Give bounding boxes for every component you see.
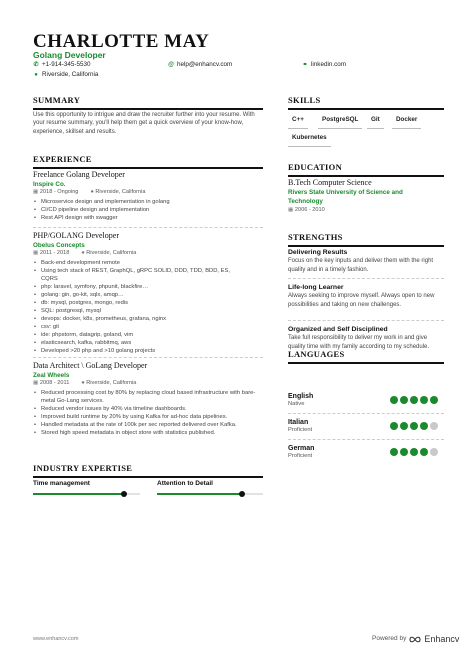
strength-text: Always seeking to improve myself. Always open to new possibilities and taking on new challenges. — [288, 293, 435, 308]
job-entry — [33, 170, 263, 223]
divider — [288, 439, 444, 440]
industry-expertise-heading: INDUSTRY EXPERTISE — [33, 463, 263, 478]
calendar-icon: ▦ — [33, 250, 39, 257]
calendar-icon: ▦ — [33, 380, 39, 387]
list-item: • Reduced vendor issues by 40% via timeline dashboards. — [33, 406, 263, 414]
language-entry — [288, 444, 314, 461]
skills-heading: SKILLS — [288, 95, 444, 110]
list-item: • Microservice design and implementation in golang — [33, 199, 263, 207]
divider — [33, 357, 263, 358]
strength-title: Organized and Self Disciplined — [288, 326, 388, 333]
job-location: Riverside, California — [86, 380, 137, 387]
list-item: • Back-end development remote — [33, 260, 233, 268]
rating-dot — [420, 396, 428, 404]
strength-text: Focus on the key inputs and deliver them with the right quality and in a timely fashion. — [288, 258, 434, 273]
experience-heading: EXPERIENCE — [33, 154, 263, 169]
list-item: • Improved build runtime by 20% by using Kafka for ad-hoc data pipelines. — [33, 414, 263, 422]
rating-dot — [410, 422, 418, 430]
job-bullets — [33, 390, 263, 438]
footer-powered-label: Powered by — [372, 634, 407, 642]
list-item: • CI/CD pipeline design and implementation — [33, 207, 263, 215]
list-item: • php: laravel, symfony, phpunit, blackfire… — [33, 284, 233, 292]
list-item: • csv: git — [33, 324, 233, 332]
job-role: Data Architect \ GoLang Developer — [33, 361, 148, 370]
candidate-headline: Golang Developer — [33, 50, 106, 60]
rating-dot — [410, 448, 418, 456]
skill-chip: Git — [367, 113, 384, 129]
contact-email[interactable]: @ help@enhancv.com — [168, 61, 233, 69]
language-level: Native — [288, 401, 305, 408]
strength-entry — [288, 325, 444, 351]
list-item: • golang: gin, go-kit, sqlx, amqp… — [33, 292, 233, 300]
strength-entry — [288, 283, 444, 309]
contact-phone: ✆ +1-914-345-5530 — [33, 61, 91, 69]
footer-branding — [372, 633, 459, 645]
contact-linkedin[interactable]: ⚭ linkedin.com — [302, 61, 346, 69]
language-level: Proficient — [288, 453, 313, 460]
footer-brand: Enhancv — [424, 634, 460, 644]
candidate-name: CHARLOTTE MAY — [33, 31, 210, 52]
expertise-label: Time management — [33, 480, 90, 487]
location-pin-icon: ● — [90, 189, 94, 196]
job-bullets — [33, 199, 263, 223]
expertise-bar-knob — [239, 491, 245, 497]
education-heading: EDUCATION — [288, 162, 444, 177]
job-dates: 2018 - Ongoing — [39, 189, 79, 196]
expertise-bar-fill — [33, 493, 124, 495]
list-item: • Handled metadata at the rate of 100k per sec reported delivered over Kafka. — [33, 422, 263, 430]
summary-text: Use this opportunity to intrigue and draw the recruiter further into your resume. With your resume summary, you'll help them get a quick overview of your know-how, experience, skillset and results. — [33, 112, 255, 135]
rating-dot — [390, 422, 398, 430]
rating-dot — [400, 422, 408, 430]
list-item: • SQL: postgresql, mysql — [33, 308, 233, 316]
job-dates: 2008 - 2011 — [39, 380, 70, 387]
languages-heading: LANGUAGES — [288, 349, 444, 364]
job-company: Obelus Concepts — [33, 241, 85, 249]
list-item: • Stored high speed metadata in object store with statistics published. — [33, 430, 263, 438]
rating-dot — [390, 396, 398, 404]
divider — [288, 413, 444, 414]
strength-text: Take full responsibility to deliver my work in and give quality time with my family according to my schedule. — [288, 335, 430, 350]
language-rating — [390, 396, 438, 404]
job-company: Zeal Wheels — [33, 371, 70, 379]
rating-dot — [400, 448, 408, 456]
footer-website[interactable]: www.enhancv.com — [33, 636, 79, 642]
divider — [33, 227, 263, 228]
phone-icon: ✆ — [33, 62, 39, 69]
calendar-icon: ▦ — [288, 207, 294, 213]
job-role: PHP/GOLANG Developer — [33, 231, 119, 240]
job-role: Freelance Golang Developer — [33, 170, 125, 179]
language-entry — [288, 392, 313, 409]
skill-chip: PostgreSQL — [318, 113, 362, 129]
rating-dot — [410, 396, 418, 404]
divider — [288, 320, 444, 321]
skill-chip: Docker — [392, 113, 421, 129]
strength-title: Life-long Learner — [288, 284, 344, 291]
strength-entry — [288, 248, 444, 274]
rating-dot — [420, 448, 428, 456]
language-rating — [390, 422, 438, 430]
job-entry — [33, 361, 263, 438]
list-item: • Using tech stack of REST, GraphQL, gRPC SOLID, DDD, TDD, BDD, ES, CQRS — [33, 268, 233, 284]
language-name: English — [288, 393, 314, 400]
education-degree: B.Tech Computer Science — [288, 178, 372, 187]
rating-dot — [430, 396, 438, 404]
list-item: • elasticsearch, kafka, rabbitmq, aws — [33, 340, 233, 348]
list-item: • devops: docker, k8s, prometheus, grafana, nginx — [33, 316, 233, 324]
expertise-bar-knob — [121, 491, 127, 497]
summary-heading: SUMMARY — [33, 95, 263, 110]
education-school: Rivers State University of Science and Technology — [288, 189, 403, 205]
job-location: Riverside, California — [95, 189, 146, 196]
language-name: German — [288, 445, 315, 452]
job-company: Inspire Co. — [33, 180, 66, 188]
contact-location: ● Riverside, California — [34, 71, 99, 79]
divider — [288, 278, 444, 279]
job-bullets — [33, 260, 233, 356]
skill-chip: C++ — [288, 113, 308, 129]
location-pin-icon: ● — [81, 380, 85, 387]
language-level: Proficient — [288, 427, 313, 434]
enhancv-logo-icon — [409, 635, 421, 644]
list-item: • Reduced processing cost by 80% by replacing cloud based infrastructure with bare-metal Go-Lang services. — [33, 390, 263, 406]
list-item: • Developed >20 php and >10 golang projects — [33, 348, 233, 356]
location-pin-icon: ● — [81, 250, 85, 257]
rating-dot — [400, 396, 408, 404]
job-location: Riverside, California — [86, 250, 137, 257]
language-name: Italian — [288, 419, 309, 426]
at-icon: @ — [168, 62, 174, 69]
expertise-bar-fill — [157, 493, 242, 495]
list-item: • ide: phpstorm, datagrip, goland, vim — [33, 332, 233, 340]
strength-title: Delivering Results — [288, 249, 348, 256]
calendar-icon: ▦ — [33, 189, 39, 196]
link-icon: ⚭ — [302, 62, 308, 69]
strengths-heading: STRENGTHS — [288, 232, 444, 247]
language-rating — [390, 448, 438, 456]
list-item: • db: mysql, postgres, mongo, redis — [33, 300, 233, 308]
language-entry — [288, 418, 312, 435]
list-item: • Rest API design with swagger — [33, 215, 263, 223]
job-entry — [33, 231, 263, 356]
rating-dot — [430, 448, 438, 456]
job-dates: 2011 - 2018 — [39, 250, 70, 257]
rating-dot — [430, 422, 438, 430]
skill-chip: Kubernetes — [288, 131, 331, 147]
expertise-label: Attention to Detail — [157, 480, 213, 487]
location-pin-icon: ● — [34, 72, 38, 79]
rating-dot — [420, 422, 428, 430]
education-dates: 2006 - 2010 — [294, 207, 325, 213]
rating-dot — [390, 448, 398, 456]
